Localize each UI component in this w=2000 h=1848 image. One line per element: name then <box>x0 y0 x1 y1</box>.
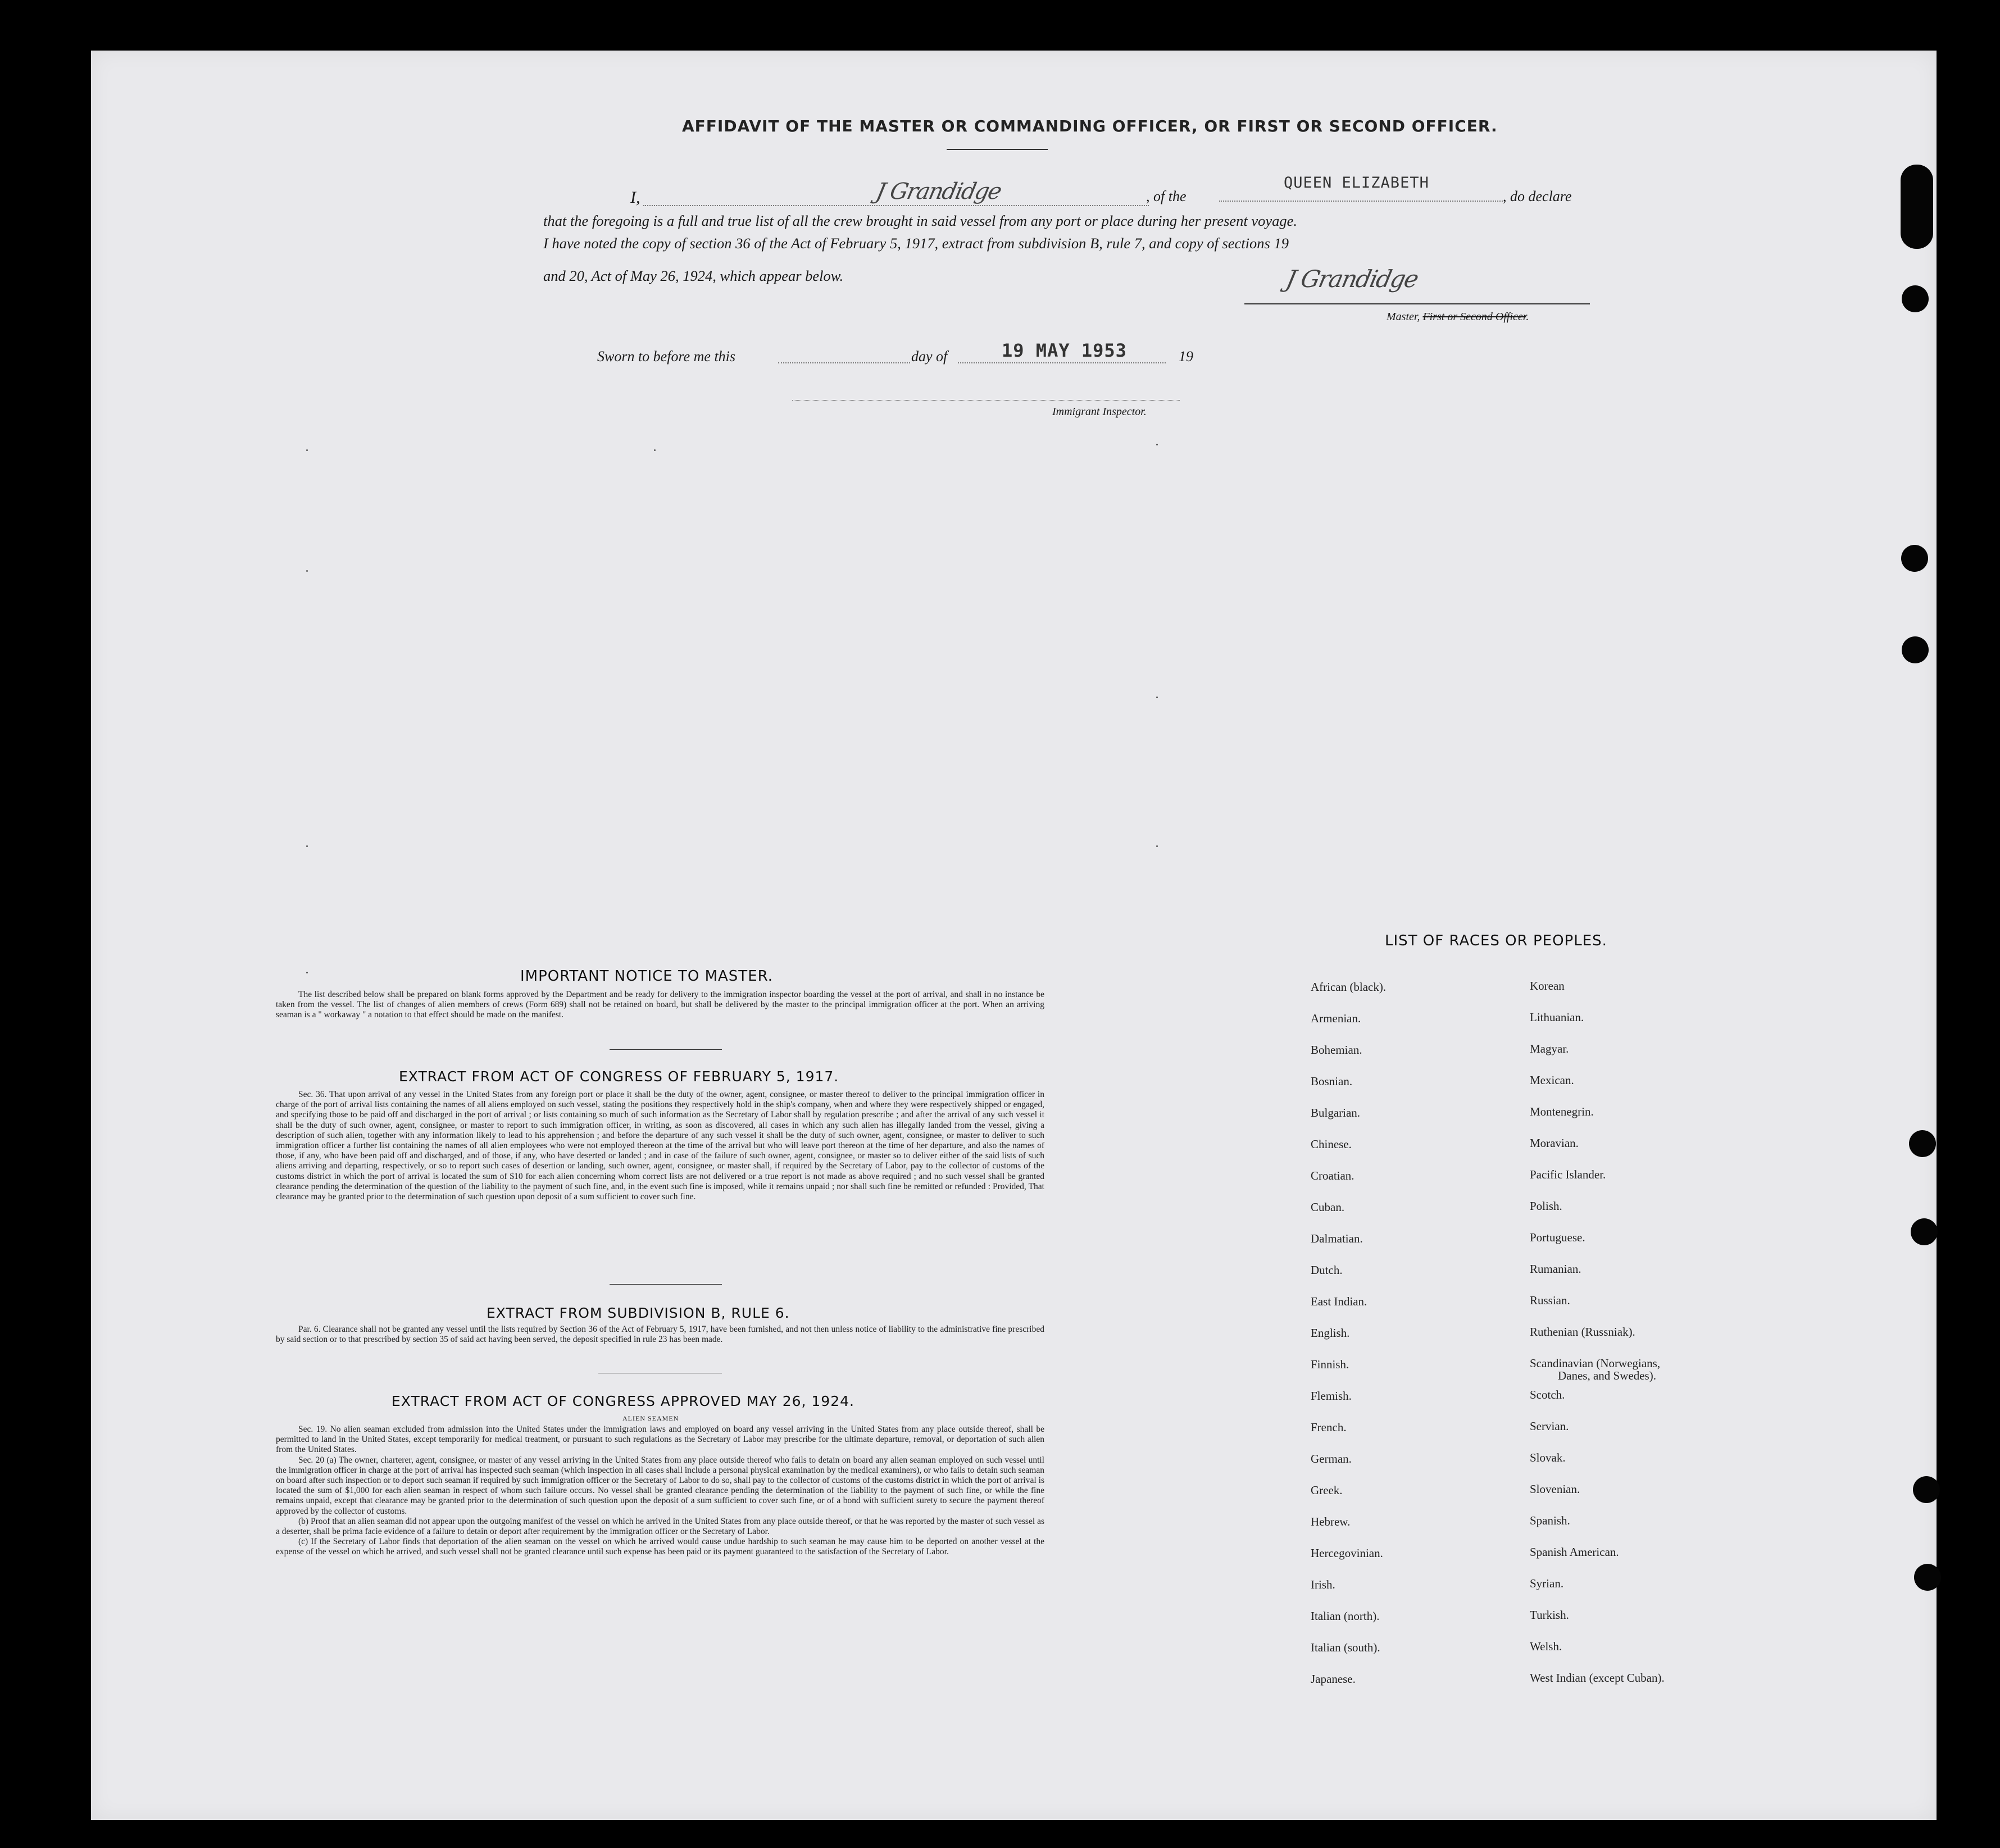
race-item: Italian (south). <box>1311 1641 1380 1654</box>
race-item: German. <box>1311 1452 1352 1465</box>
master-label: Master, <box>1387 311 1420 323</box>
race-item: Hercegovinian. <box>1311 1546 1383 1560</box>
race-item: Dalmatian. <box>1311 1232 1363 1245</box>
punch-hole <box>1902 636 1929 663</box>
race-item: West Indian (except Cuban). <box>1530 1671 1665 1685</box>
master-signature-line <box>1244 303 1590 304</box>
affidavit-line-2: that the foregoing is a full and true list of all the crew brought in said vessel from any port or place during her present voyage. <box>543 212 1298 229</box>
master-signature: J Grandidge <box>1283 265 1421 293</box>
race-item: Finnish. <box>1311 1358 1349 1371</box>
race-item: French. <box>1311 1421 1347 1434</box>
race-item: Pacific Islander. <box>1530 1168 1606 1181</box>
extract-1917-body: Sec. 36. That upon arrival of any vessel in the United States from any foreign port or place it shall be the duty of the owner, agent, consignee, or master thereof to deliver to the principal immigration officer in charge of the port of arrival lists containing the names of all aliens employed on such vessel, stating the positions they respectively hold in the ship's company, when and where they were respectively shipped or engaged, and specifying those to be paid off and discharged in the port of arrival ; or lists containing so much of such information as the Secretary of Labor shall by regulation prescribe ; and after the arrival of any such vessel it shall be the duty of such owner, agent, consignee, or master to report to such immigration officer, in writing, as soon as discovered, all cases in which any such alien has illegally landed from the vessel, giving a description of such alien, together with any information likely to lead to his apprehension ; and before the departure of any such vessel it shall be the duty of such owner, agent, consignee, or master to deliver to such immigration officer a further list containing the names of all alien employees who were not employed thereon at the time of the arrival but who will leave port thereon at the time of her departure, and also the names of those, if any, who have been paid off and discharged, and of those, if any, who have deserted or landed ; and in case of the failure of such owner, agent, consignee, or master so to deliver either of the said lists of such aliens arriving and departing, respectively, or so to report such cases of desertion or landing, such owner, agent, consignee, or master shall, if required by the Secretary of Labor, pay to the collector of customs of the customs district in which the port of arrival is located the sum of $10 for each alien concerning whom correct lists are not delivered or a true report is not made as above required ; and no such vessel shall be granted clearance pending the determination of the question of the liability to the payment of such fine, and, in the event such fine is imposed, while it remains unpaid ; nor shall such fine be remitted or refunded : Provided, That clearance may be granted prior to the determination of such question upon deposit of a sum sufficient to cover such fine. <box>276 1090 1044 1202</box>
inspector-label: Immigrant Inspector. <box>1052 406 1147 418</box>
speck <box>1156 845 1158 847</box>
sworn-day-line <box>778 362 910 363</box>
year-prefix: 19 <box>1179 348 1193 365</box>
race-item: Bosnian. <box>1311 1075 1353 1088</box>
race-item: Irish. <box>1311 1578 1335 1591</box>
speck <box>306 449 308 451</box>
punch-hole <box>1911 1218 1938 1245</box>
punch-hole <box>1913 1476 1940 1503</box>
speck <box>306 845 308 847</box>
of-the-label: , of the <box>1146 188 1187 204</box>
race-item: Scandinavian (Norwegians, <box>1530 1357 1661 1370</box>
day-of-label: day of <box>911 348 948 365</box>
race-item: Polish. <box>1530 1199 1562 1213</box>
speck <box>1156 697 1158 698</box>
race-item: Chinese. <box>1311 1137 1352 1151</box>
affidavit-title: AFFIDAVIT OF THE MASTER OR COMMANDING OFFICER, OR FIRST OR SECOND OFFICER. <box>682 117 1498 135</box>
race-item: Italian (north). <box>1311 1609 1380 1623</box>
affidavit-line-4: and 20, Act of May 26, 1924, which appear below. <box>543 267 844 284</box>
race-item: Servian. <box>1530 1419 1569 1433</box>
punch-hole <box>1902 285 1929 312</box>
race-item: Armenian. <box>1311 1012 1361 1025</box>
do-declare-label: , do declare <box>1503 188 1572 204</box>
race-item: Rumanian. <box>1530 1262 1581 1276</box>
race-item: Turkish. <box>1530 1608 1569 1622</box>
race-item: Lithuanian. <box>1530 1011 1584 1024</box>
race-item: Flemish. <box>1311 1389 1352 1403</box>
race-item: Danes, and Swedes). <box>1558 1369 1656 1382</box>
vessel-line <box>1219 201 1503 202</box>
sec-20c-paragraph: (c) If the Secretary of Labor finds that deportation of the alien seaman on the vessel on which he arrived would cause undue hardship to such seaman he may cause him to be deported on another vessel at the expense of the vessel on which he arrived, and such vessel shall not be granted clearance until such expense has been paid or its payment guaranteed to the satisfaction of the Secretary of Labor. <box>276 1537 1044 1557</box>
extract-1917-divider <box>610 1284 722 1285</box>
master-name-line <box>643 205 1149 206</box>
race-item: Russian. <box>1530 1294 1570 1307</box>
punch-hole <box>1901 165 1933 249</box>
race-item: Croatian. <box>1311 1169 1354 1182</box>
race-item: Portuguese. <box>1530 1231 1585 1244</box>
rule-6-body: Par. 6. Clearance shall not be granted any vessel until the lists required by Section 36 of the Act of February 5, 1917, have been furnished, and not then unless notice of liability to the administrative fine prescribed by said section or to that prescribed by section 35 of said act having been served, the deposit specified in rule 23 has been made. <box>276 1324 1044 1345</box>
caption-period: . <box>1526 311 1529 323</box>
punch-hole <box>1914 1564 1941 1591</box>
race-item: Ruthenian (Russniak). <box>1530 1325 1635 1339</box>
race-item: Scotch. <box>1530 1388 1565 1401</box>
race-item: Cuban. <box>1311 1200 1345 1214</box>
race-item: African (black). <box>1311 980 1387 994</box>
speck <box>306 570 308 572</box>
title-underline <box>947 149 1048 150</box>
race-item: Korean <box>1530 979 1565 993</box>
extract-1924-title: EXTRACT FROM ACT OF CONGRESS APPROVED MAY 26, 1924. <box>392 1393 854 1409</box>
notice-body: The list described below shall be prepared on blank forms approved by the Department and be ready for delivery to the immigration inspector boarding the vessel at the port of arrival, and shall in no instance be taken from the vessel. The list of changes of alien members of crews (Form 689) shall not be retained on board, but shall be delivered by the master to the principal immigration officer at the port. When an arriving seaman is a " workaway " a notation to that effect should be made on the manifest. <box>276 990 1044 1020</box>
race-item: English. <box>1311 1326 1350 1340</box>
race-item: Mexican. <box>1530 1073 1574 1087</box>
race-item: Hebrew. <box>1311 1515 1351 1528</box>
race-item: Syrian. <box>1530 1577 1564 1590</box>
race-item: Bohemian. <box>1311 1043 1362 1057</box>
race-item: Moravian. <box>1530 1136 1579 1150</box>
sec-19-paragraph: Sec. 19. No alien seaman excluded from admission into the United States under the immigration laws and employed on board any vessel arriving in the United States from any place outside thereof, shall be permitted to land in the United States, except temporarily for medical treatment, or pursuant to such regulations as the Secretary of Labor may prescribe for the ultimate departure, removal, or deportation of such alien from the United States. <box>276 1424 1044 1455</box>
races-title: LIST OF RACES OR PEOPLES. <box>1385 932 1607 949</box>
sworn-month-line <box>958 362 1166 363</box>
extract-1924-body <box>276 1424 1044 1558</box>
race-item: Montenegrin. <box>1530 1105 1594 1118</box>
race-item: Slovenian. <box>1530 1482 1580 1496</box>
sec-20b-paragraph: (b) Proof that an alien seaman did not appear upon the outgoing manifest of the vessel on which he arrived in the United States from any place outside thereof, or that he was reported by the master of such vessel as a deserter, shall be prima facie evidence of a failure to detain or deport after requirement by the immigration officer or the Secretary of Labor. <box>276 1516 1044 1537</box>
signature-line-caption <box>1387 311 1529 324</box>
notice-title: IMPORTANT NOTICE TO MASTER. <box>520 968 774 985</box>
speck <box>1156 444 1158 445</box>
race-item: Magyar. <box>1530 1042 1569 1055</box>
notice-divider <box>610 1049 722 1050</box>
sec-20a-paragraph: Sec. 20 (a) The owner, charterer, agent, consignee, or master of any vessel arriving in the United States from any place outside thereof who fails to detain on board any alien seaman employed on such vessel until the immigration officer in charge at the port of arrival has inspected such seaman (which inspection in all cases shall include a personal physical examination by the medical examiners), or who fails to detain such seaman on board after such inspection or to deport such seaman if required by such immigration officer or the Secretary of Labor to do so, shall pay to the collector of customs of the customs district in which the port of arrival is located the sum of $1,000 for each alien seaman in respect of whom such failure occurs. No vessel shall be granted clearance pending the determination of the liability to the payment of such fine, or while the fine remains unpaid, except that clearance may be granted prior to the determination of such question upon the deposit of a sum sufficient to cover such fine, or of a bond with sufficient surety to secure the payment thereof approved by the collector of customs. <box>276 1455 1044 1516</box>
race-item: Japanese. <box>1311 1672 1356 1686</box>
punch-hole <box>1909 1130 1936 1157</box>
rule-6-title: EXTRACT FROM SUBDIVISION B, RULE 6. <box>487 1305 790 1321</box>
master-signature-inline: J Grandidge <box>874 179 1003 204</box>
affidavit-line-3: I have noted the copy of section 36 of the Act of February 5, 1917, extract from subdivision B, rule 7, and copy of sections 19 <box>543 235 1289 252</box>
extract-1917-title: EXTRACT FROM ACT OF CONGRESS OF FEBRUARY 5, 1917. <box>399 1068 839 1085</box>
race-item: Bulgarian. <box>1311 1106 1361 1119</box>
race-item: Spanish. <box>1530 1514 1570 1527</box>
punch-hole <box>1901 545 1928 572</box>
struck-officer-label: First or Second Officer <box>1422 311 1526 323</box>
race-item: Slovak. <box>1530 1451 1566 1464</box>
sworn-date-stamp: 19 MAY 1953 <box>1002 340 1127 361</box>
race-item: East Indian. <box>1311 1295 1367 1308</box>
alien-seamen-subtitle: ALIEN SEAMEN <box>622 1414 679 1422</box>
race-item: Welsh. <box>1530 1640 1562 1653</box>
speck <box>306 972 308 973</box>
sworn-label: Sworn to before me this <box>597 348 736 365</box>
speck <box>654 449 656 451</box>
race-item: Spanish American. <box>1530 1545 1619 1559</box>
race-item: Greek. <box>1311 1483 1343 1497</box>
race-item: Dutch. <box>1311 1263 1343 1277</box>
vessel-name: QUEEN ELIZABETH <box>1284 174 1429 192</box>
declarant-prefix: I, <box>630 188 640 207</box>
